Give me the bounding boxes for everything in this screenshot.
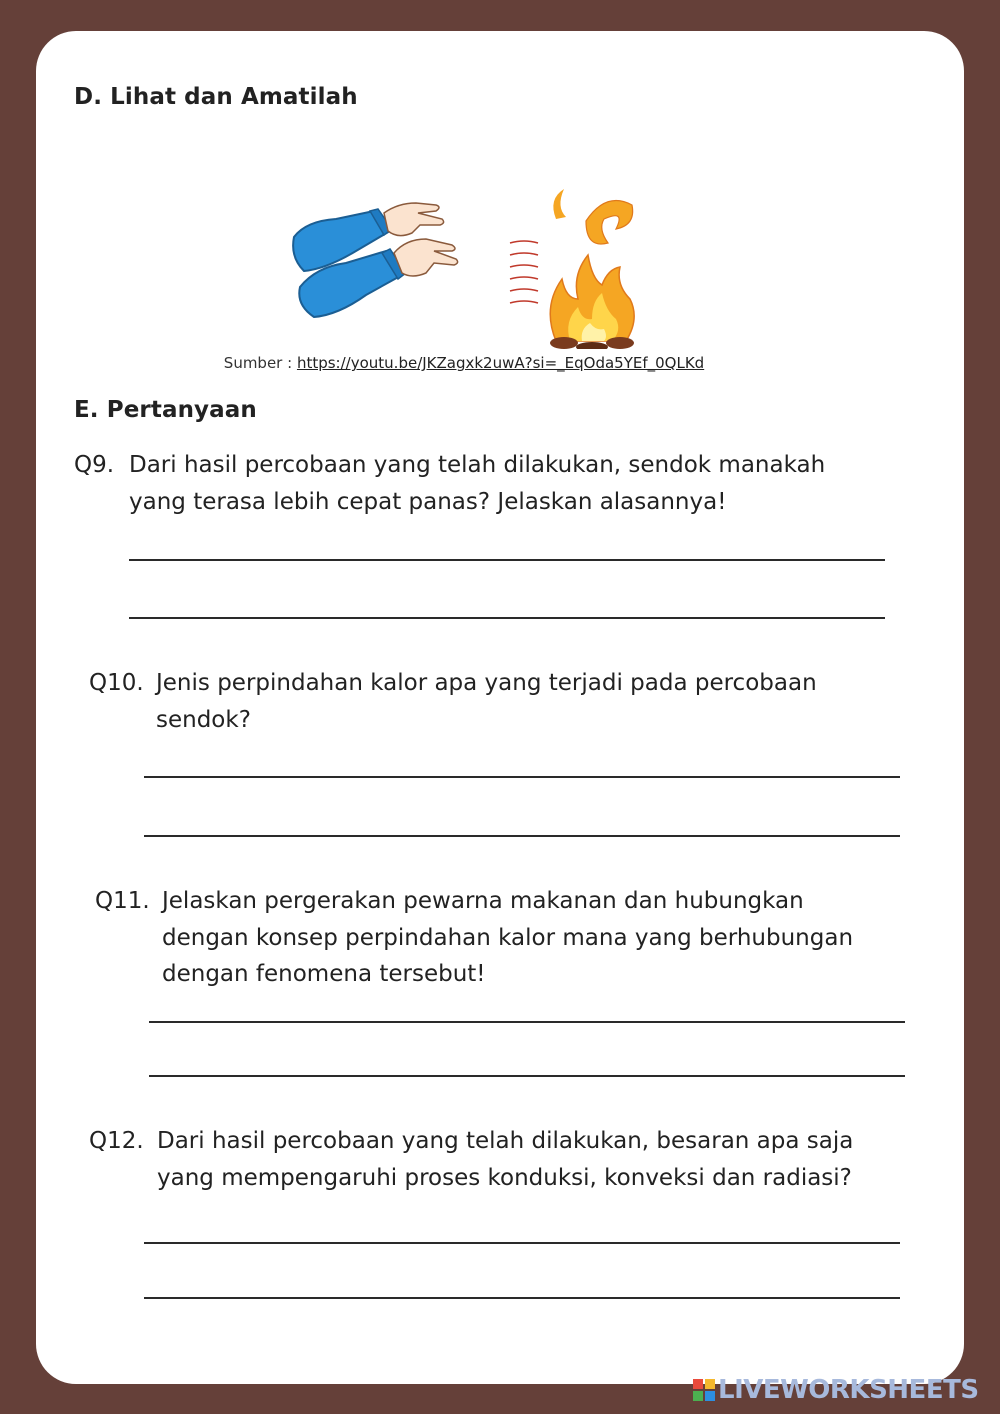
answer-line-q10-2[interactable] bbox=[144, 835, 900, 837]
question-text-line: Dari hasil percobaan yang telah dilakukan, sendok manakah bbox=[129, 452, 826, 478]
question-number: Q12. bbox=[89, 1128, 144, 1154]
question-text-line: dengan konsep perpindahan kalor mana yang berhubungan bbox=[162, 924, 854, 951]
answer-line-q12-1[interactable] bbox=[144, 1242, 900, 1244]
question-12 bbox=[89, 1123, 929, 1203]
hands-warming-by-fire-illustration bbox=[286, 159, 666, 349]
question-text-line: Jenis perpindahan kalor apa yang terjadi pada percobaan bbox=[156, 670, 817, 696]
source-link[interactable]: https://youtu.be/JKZagxk2uwA?si=_EqOda5YEf_0QLKd bbox=[296, 354, 705, 372]
question-text-line: sendok? bbox=[156, 706, 251, 733]
worksheet-page bbox=[36, 31, 964, 1384]
answer-line-q12-2[interactable] bbox=[144, 1297, 900, 1299]
watermark-text: LIVEWORKSHEETS bbox=[718, 1375, 979, 1405]
answer-line-q11-2[interactable] bbox=[149, 1075, 905, 1077]
question-number: Q11. bbox=[95, 888, 150, 914]
section-e-title: E. Pertanyaan bbox=[74, 397, 257, 423]
question-number: Q10. bbox=[89, 670, 144, 696]
liveworksheets-watermark bbox=[693, 1374, 979, 1406]
image-source-caption bbox=[36, 354, 892, 372]
answer-line-q11-1[interactable] bbox=[149, 1021, 905, 1023]
section-d-title: D. Lihat dan Amatilah bbox=[74, 84, 358, 110]
arm-icon bbox=[293, 203, 457, 317]
liveworksheets-logo-icon bbox=[693, 1379, 715, 1401]
question-text-line: yang mempengaruhi proses konduksi, konveksi dan radiasi? bbox=[157, 1164, 852, 1191]
question-11 bbox=[95, 883, 915, 999]
question-10 bbox=[89, 665, 909, 745]
question-text-line: Jelaskan pergerakan pewarna makanan dan hubungkan bbox=[162, 888, 804, 914]
answer-line-q9-1[interactable] bbox=[129, 559, 885, 561]
answer-line-q10-1[interactable] bbox=[144, 776, 900, 778]
fire-icon bbox=[550, 189, 634, 349]
heat-wave-icon bbox=[510, 241, 538, 303]
question-text-line: dengan fenomena tersebut! bbox=[162, 961, 486, 987]
question-number: Q9. bbox=[74, 452, 115, 478]
answer-line-q9-2[interactable] bbox=[129, 617, 885, 619]
question-text-line: Dari hasil percobaan yang telah dilakukan, besaran apa saja bbox=[157, 1128, 854, 1154]
question-9 bbox=[74, 447, 894, 527]
question-text-line: yang terasa lebih cepat panas? Jelaskan alasannya! bbox=[129, 488, 727, 515]
source-prefix: Sumber : bbox=[223, 354, 297, 372]
